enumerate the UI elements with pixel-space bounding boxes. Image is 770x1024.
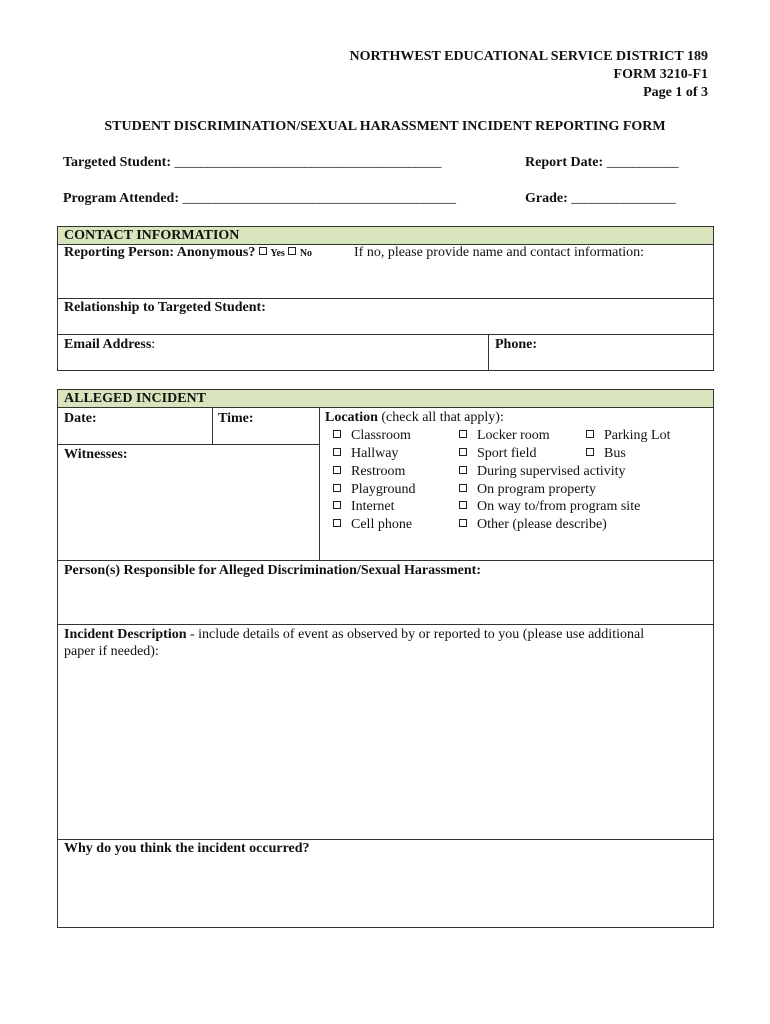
targeted-student-label: Targeted Student: [63,155,171,170]
option-label: Parking Lot [604,428,671,443]
program-attended-field[interactable] [63,191,456,207]
why-label: Why do you think the incident occurred? [64,841,310,856]
anonymous-yes-checkbox[interactable] [259,247,267,255]
responsible-input-area[interactable] [58,561,713,623]
description-input-area[interactable] [58,662,713,838]
option-label: Playground [351,482,416,497]
why-input-area[interactable] [58,860,713,927]
date-label: Date: [64,411,97,426]
relationship-label: Relationship to Targeted Student: [64,300,266,315]
option-label: Locker room [477,428,550,443]
location-option-internet[interactable] [333,499,395,515]
divider [58,839,713,840]
location-option-hallway[interactable] [333,446,398,462]
checkbox[interactable] [459,430,467,438]
time-label: Time: [218,411,254,426]
targeted-student-line[interactable]: _________________________________________ [174,155,441,170]
report-date-label: Report Date: [525,155,604,170]
reporting-person-label: Reporting Person: Anonymous? [64,245,256,260]
description-label: Incident Description [64,627,187,642]
checkbox[interactable] [586,430,594,438]
option-label: Classroom [351,428,411,443]
district-name: NORTHWEST EDUCATIONAL SERVICE DISTRICT 189 [349,49,708,64]
report-date-line[interactable]: ___________ [606,155,679,170]
option-label: Bus [604,446,626,461]
anonymous-yes-label: Yes [270,248,285,259]
grade-line[interactable]: ________________ [571,191,676,206]
reporting-person-row [64,245,312,261]
targeted-student-field[interactable] [63,155,441,171]
relationship-input-area[interactable] [58,299,713,333]
program-attended-label: Program Attended: [63,191,179,206]
checkbox[interactable] [459,519,467,527]
form-title: STUDENT DISCRIMINATION/SEXUAL HARASSMENT INCIDENT REPORTING FORM [104,119,666,134]
responsible-label: Person(s) Responsible for Alleged Discrimination/Sexual Harassment: [64,563,482,578]
location-option-parking-lot[interactable] [586,428,671,444]
grade-field[interactable] [525,191,675,207]
description-hint: - include details of event as observed by or reported to you (please use additional [186,627,645,642]
option-label: Cell phone [351,517,413,532]
checkbox[interactable] [459,484,467,492]
option-label: On way to/from program site [477,499,641,514]
anonymous-no-checkbox[interactable] [288,247,296,255]
option-label: On program property [477,482,596,497]
location-option-program-property[interactable] [459,482,596,498]
location-option-locker-room[interactable] [459,428,550,444]
divider [58,624,713,625]
option-label: Sport field [477,446,537,461]
email-colon: : [151,337,156,352]
anonymous-no-label: No [299,248,313,259]
form-number: FORM 3210-F1 [613,67,708,82]
description-hint-continued: paper if needed): [64,644,159,659]
incident-section [57,389,714,928]
incident-header: ALLEGED INCIDENT [58,390,713,408]
contact-header: CONTACT INFORMATION [58,227,713,245]
grade-label: Grade: [525,191,568,206]
option-label: During supervised activity [477,464,626,479]
location-option-sport-field[interactable] [459,446,537,462]
checkbox[interactable] [333,484,341,492]
checkbox[interactable] [333,430,341,438]
location-option-bus[interactable] [586,446,626,462]
location-option-way-to-from[interactable] [459,499,640,515]
divider [319,408,320,560]
witnesses-input-area[interactable] [58,445,319,559]
time-input-area[interactable] [213,408,319,444]
option-label: Internet [351,499,395,514]
location-option-playground[interactable] [333,482,416,498]
location-option-supervised-activity[interactable] [459,464,626,480]
if-no-instruction: If no, please provide name and contact information: [354,245,645,260]
checkbox[interactable] [459,466,467,474]
phone-label: Phone: [495,337,537,352]
checkbox[interactable] [459,448,467,456]
page-number: Page 1 of 3 [643,85,708,100]
location-option-restroom[interactable] [333,464,405,480]
option-label: Other (please describe) [477,517,607,532]
option-label: Restroom [351,464,406,479]
phone-input-area[interactable] [489,335,713,370]
location-option-classroom[interactable] [333,428,411,444]
location-option-other[interactable] [459,517,607,533]
program-attended-line[interactable]: __________________________________________ [182,191,456,206]
checkbox[interactable] [333,519,341,527]
report-date-field[interactable] [525,155,678,171]
email-input-area[interactable] [58,335,488,370]
checkbox[interactable] [459,501,467,509]
checkbox[interactable] [586,448,594,456]
location-label: Location [325,410,378,425]
option-label: Hallway [351,446,399,461]
witnesses-label: Witnesses: [64,447,128,462]
checkbox[interactable] [333,501,341,509]
location-option-cell-phone[interactable] [333,517,412,533]
checkbox[interactable] [333,448,341,456]
location-heading [325,410,504,426]
location-hint: (check all that apply): [381,410,504,425]
date-input-area[interactable] [58,408,212,444]
description-instruction [64,627,644,643]
checkbox[interactable] [333,466,341,474]
email-label: Email Address [64,337,152,352]
contact-section [57,226,714,371]
